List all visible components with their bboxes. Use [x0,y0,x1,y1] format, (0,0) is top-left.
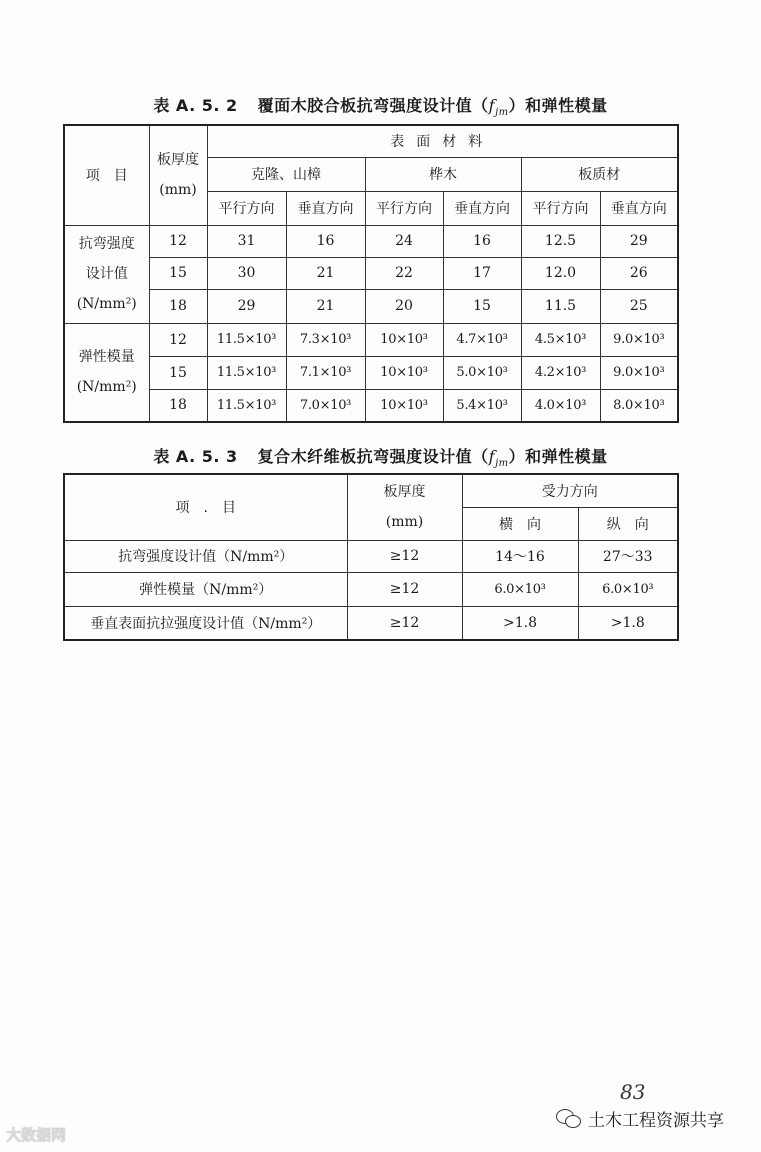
table-row [64,323,678,356]
value-cell: 7.3×10³ [286,323,365,356]
thickness-cell: 15 [149,257,207,289]
watermark-left-text: 大数据网 [6,1126,67,1144]
table1-symbol: $f_{jm}$ [488,96,509,119]
table1-title: 覆面木胶合板抗弯强度设计值（ [257,96,489,115]
value-cell: 9.0×10³ [600,323,678,356]
value-cell: 4.0×10³ [521,389,600,422]
value-cell: 5.0×10³ [443,356,521,389]
value-cell: 29 [600,225,678,257]
value-cell: 10×10³ [365,356,443,389]
value-cell: 11.5×10³ [207,356,286,389]
fiberboard-strength-table [63,473,679,641]
header-direction: 平行方向 [365,191,443,225]
value-cell: 21 [286,257,365,289]
value-cell: 20 [365,289,443,323]
table-row [64,289,678,323]
table2-title-tail: ）和弹性模量 [508,447,608,466]
table2-number: 表 A. 5. 3 [153,447,238,466]
value-cell: 6.0×10³ [578,572,678,606]
thickness-cell: ≥12 [347,540,462,572]
thickness-cell: 18 [149,389,207,422]
item-cell: 弹性模量（N/mm²） [64,572,347,606]
value-cell: 16 [443,225,521,257]
value-cell: 8.0×10³ [600,389,678,422]
header-direction: 横 向 [462,507,578,540]
header-force-direction: 受力方向 [462,474,678,507]
value-cell: 11.5×10³ [207,323,286,356]
value-cell: >1.8 [578,606,678,640]
header-surface-material: 表面材料 [207,125,678,157]
value-cell: 4.5×10³ [521,323,600,356]
watermark-right [556,1106,724,1131]
header-item: 项 目 [64,125,149,225]
header-direction: 垂直方向 [443,191,521,225]
table2-symbol: $f_{jm}$ [488,447,509,470]
thickness-cell: ≥12 [347,572,462,606]
wechat-icon [556,1109,582,1129]
value-cell: 7.1×10³ [286,356,365,389]
value-cell: 15 [443,289,521,323]
table2-title: 复合木纤维板抗弯强度设计值（ [257,447,489,466]
thickness-cell: 18 [149,289,207,323]
value-cell: 25 [600,289,678,323]
table1-caption [0,93,761,118]
table2-caption [0,444,761,469]
table1-number: 表 A. 5. 2 [153,96,238,115]
header-direction: 垂直方向 [600,191,678,225]
value-cell: 12.5 [521,225,600,257]
value-cell: 29 [207,289,286,323]
value-cell: 12.0 [521,257,600,289]
section-label-modulus: 弹性模量 (N/mm²) [64,323,149,422]
value-cell: 4.2×10³ [521,356,600,389]
header-group: 板质材 [521,157,678,191]
header-item: 项 . 目 [64,474,347,540]
table-row [64,356,678,389]
watermark-right-text: 土木工程资源共享 [588,1111,724,1131]
header-direction: 平行方向 [207,191,286,225]
thickness-cell: 15 [149,356,207,389]
header-direction: 垂直方向 [286,191,365,225]
page-number: 83 [620,1080,646,1104]
value-cell: 22 [365,257,443,289]
item-cell: 垂直表面抗拉强度设计值（N/mm²） [64,606,347,640]
header-group: 桦木 [365,157,521,191]
value-cell: 24 [365,225,443,257]
header-direction: 纵 向 [578,507,678,540]
value-cell: 9.0×10³ [600,356,678,389]
value-cell: 16 [286,225,365,257]
table-row [64,257,678,289]
thickness-cell: 12 [149,323,207,356]
value-cell: 7.0×10³ [286,389,365,422]
value-cell: >1.8 [462,606,578,640]
value-cell: 27～33 [578,540,678,572]
header-thickness: 板厚度 (mm) [347,474,462,540]
value-cell: 26 [600,257,678,289]
value-cell: 11.5 [521,289,600,323]
value-cell: 30 [207,257,286,289]
header-thickness: 板厚度 (mm) [149,125,207,225]
table1-title-tail: ）和弹性模量 [508,96,608,115]
table-row [64,225,678,257]
section-label-strength: 抗弯强度 设计值 (N/mm²) [64,225,149,323]
value-cell: 11.5×10³ [207,389,286,422]
value-cell: 31 [207,225,286,257]
item-cell: 抗弯强度设计值（N/mm²） [64,540,347,572]
table-row [64,572,678,606]
thickness-cell: 12 [149,225,207,257]
value-cell: 5.4×10³ [443,389,521,422]
value-cell: 10×10³ [365,323,443,356]
table-row [64,606,678,640]
value-cell: 4.7×10³ [443,323,521,356]
header-group: 克隆、山樟 [207,157,365,191]
value-cell: 17 [443,257,521,289]
plywood-strength-table [63,124,679,423]
table-row [64,389,678,422]
thickness-cell: ≥12 [347,606,462,640]
value-cell: 14～16 [462,540,578,572]
header-direction: 平行方向 [521,191,600,225]
value-cell: 21 [286,289,365,323]
table-row [64,540,678,572]
value-cell: 10×10³ [365,389,443,422]
value-cell: 6.0×10³ [462,572,578,606]
watermark-left [6,1124,66,1145]
